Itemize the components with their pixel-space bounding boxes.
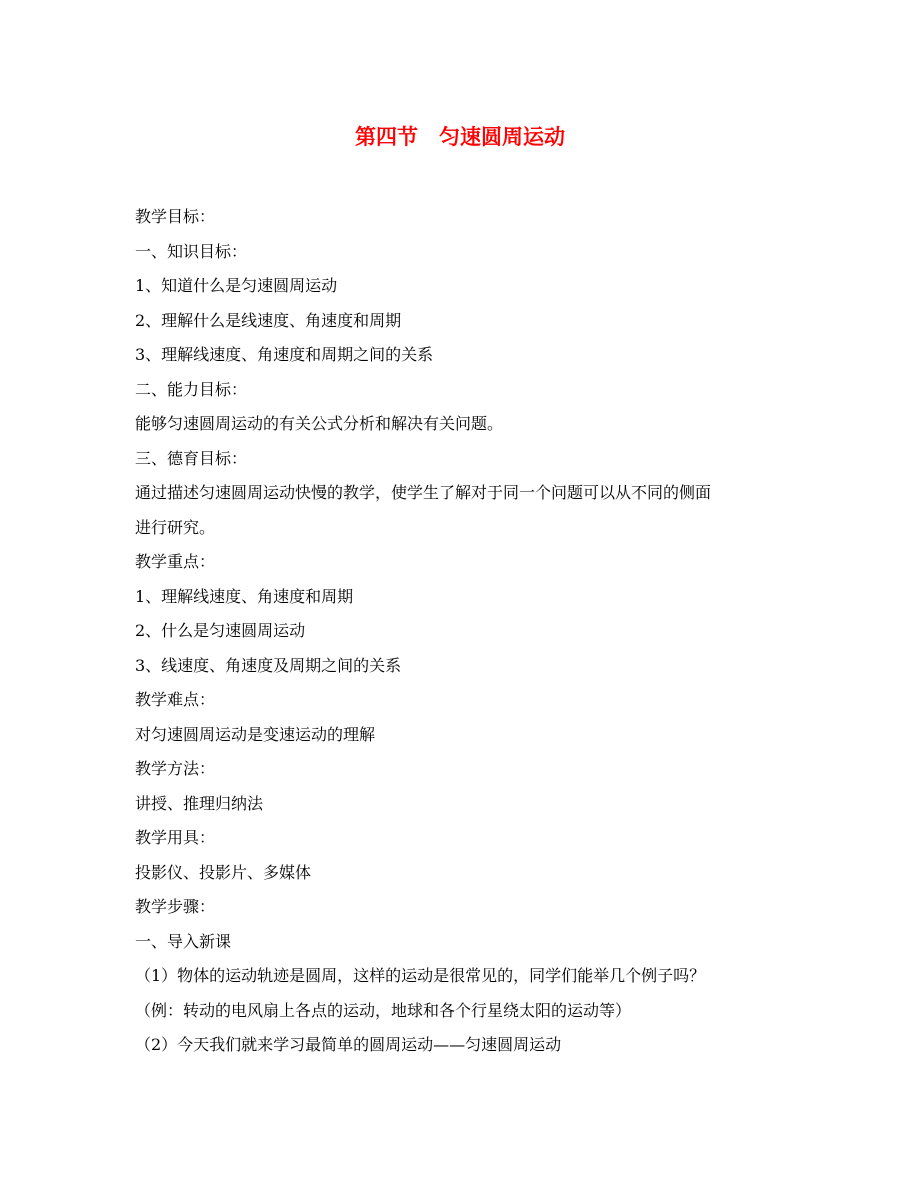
list-item: 1、知道什么是匀速圆周运动 bbox=[135, 276, 338, 295]
paragraph: 讲授、推理归纳法 bbox=[135, 793, 264, 813]
list-item: 1、理解线速度、角速度和周期 bbox=[135, 586, 354, 606]
section-heading-methods: 教学方法： bbox=[135, 759, 216, 778]
paragraph-continuation: 进行研究。 bbox=[135, 517, 216, 537]
document-body bbox=[135, 200, 795, 1063]
subheading-introduction: 一、导入新课 bbox=[135, 931, 232, 951]
section-heading-key-points: 教学重点： bbox=[135, 552, 216, 571]
subheading-ability-objectives: 二、能力目标： bbox=[135, 379, 248, 399]
list-item: 3、理解线速度、角速度和周期之间的关系 bbox=[135, 345, 434, 364]
document-title: 第四节 匀速圆周运动 bbox=[355, 125, 565, 149]
section-heading-teaching-objectives: 教学目标： bbox=[135, 207, 216, 226]
section-heading-steps: 教学步骤： bbox=[135, 897, 216, 916]
paragraph: 通过描述匀速圆周运动快慢的教学，使学生了解对于同一个问题可以从不同的侧面 bbox=[135, 483, 712, 502]
list-item: 2、理解什么是线速度、角速度和周期 bbox=[135, 310, 402, 330]
section-heading-difficulties: 教学难点： bbox=[135, 690, 216, 709]
list-item: （2）今天我们就来学习最简单的圆周运动——匀速圆周运动 bbox=[135, 1035, 562, 1054]
list-item: 2、什么是匀速圆周运动 bbox=[135, 621, 306, 640]
paragraph: 对匀速圆周运动是变速运动的理解 bbox=[135, 724, 376, 744]
section-heading-tools: 教学用具： bbox=[135, 828, 216, 847]
subheading-knowledge-objectives: 一、知识目标： bbox=[135, 241, 248, 261]
list-item: 3、线速度、角速度及周期之间的关系 bbox=[135, 655, 402, 675]
list-item: （例：转动的电风扇上各点的运动，地球和各个行星绕太阳的运动等） bbox=[135, 1000, 632, 1020]
paragraph: 能够匀速圆周运动的有关公式分析和解决有关问题。 bbox=[135, 414, 504, 433]
paragraph: 投影仪、投影片、多媒体 bbox=[135, 862, 312, 882]
subheading-moral-objectives: 三、德育目标： bbox=[135, 448, 248, 468]
list-item: （1）物体的运动轨迹是圆周，这样的运动是很常见的，同学们能举几个例子吗？ bbox=[135, 966, 706, 985]
